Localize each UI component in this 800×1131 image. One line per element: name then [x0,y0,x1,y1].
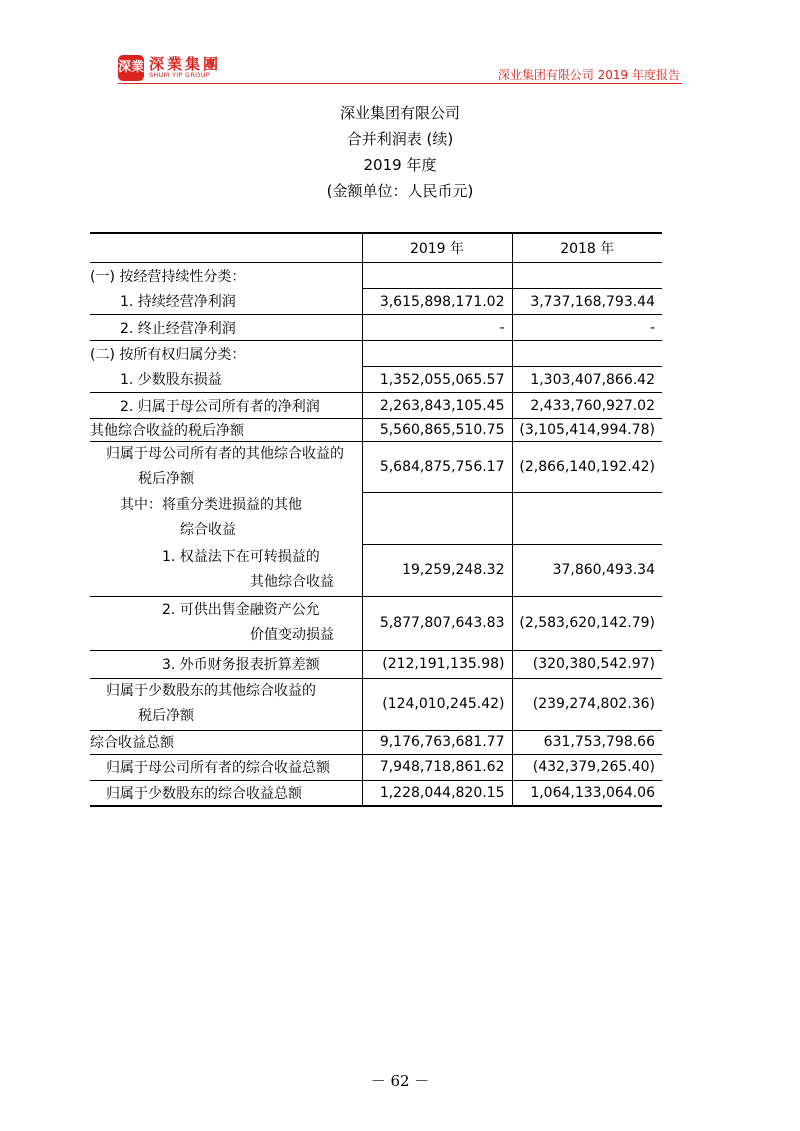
statement-name: 合并利润表 (续) [346,130,454,148]
row-label-line-2: 综合收益 [180,522,236,538]
row-label: (一) 按经营持续性分类： [90,268,246,285]
table-row [90,596,662,650]
table-row [90,341,662,367]
row-label-line-2: 其他综合收益 [250,573,334,590]
table-row [90,678,662,730]
value-2019: 9,176,763,681.77 [362,730,512,754]
value-2018 [512,263,662,289]
report-title: 深业集团有限公司 2019 年度报告 [497,68,680,82]
value-2019: - [362,315,512,341]
row-label: 归属于少数股东的综合收益总额 [90,780,362,806]
value-2019: 5,877,807,643.83 [362,596,512,650]
value-2019: 5,560,865,510.75 [362,419,512,442]
column-header-2018: 2018 年 [512,233,662,263]
value-2018: (2,866,140,192.42) [512,442,662,493]
row-label: 归属于母公司所有者的综合收益总额 [90,754,362,780]
row-label-line-2: 价值变动损益 [250,627,334,643]
value-2019: 7,948,718,861.62 [362,754,512,780]
value-2018 [512,341,662,367]
row-label-line-2: 税后净额 [138,471,194,487]
income-statement-table [90,232,662,807]
company-name: 深业集团有限公司 [339,104,460,122]
value-2018: (239,274,802.36) [512,678,662,730]
row-label-line-2: 税后净额 [138,708,194,724]
row-label: 1. 少数股东损益 [90,367,362,393]
value-2018: 37,860,493.34 [512,544,662,596]
table-row [90,289,662,315]
row-label: 2. 终止经营净利润 [90,315,362,341]
value-2019: 1,228,044,820.15 [362,780,512,806]
table-row [90,754,662,780]
value-2019: 5,684,875,756.17 [362,442,512,493]
table-row [90,544,662,596]
header-label-cell [90,233,362,263]
value-2019: (212,191,135.98) [362,650,512,678]
row-label: 综合收益总额 [90,730,362,754]
row-label [90,492,362,544]
value-2018: (2,583,620,142.79) [512,596,662,650]
value-2018: (320,380,542.97) [512,650,662,678]
row-label: (二) 按所有权归属分类： [90,346,246,363]
value-2019: (124,010,245.42) [362,678,512,730]
row-label: 3. 外币财务报表折算差额 [90,650,362,678]
currency-unit: (金额单位：人民币元) [326,182,474,200]
row-label: 2. 归属于母公司所有者的净利润 [90,393,362,419]
row-label [90,596,362,650]
row-label-line-1: 1. 权益法下在可转损益的 [162,548,320,565]
row-label [90,442,362,493]
value-2018: (432,379,265.40) [512,754,662,780]
value-2019: 2,263,843,105.45 [362,393,512,419]
value-2019: 19,259,248.32 [362,544,512,596]
table-row [90,367,662,393]
logo-english-name: SHUM YIP GROUP [149,71,210,79]
value-2019 [362,492,512,544]
logo-mark: 深業 [118,55,144,81]
logo-chinese-name: 深業集團 [149,55,222,73]
row-label-line-1: 其中：将重分类进损益的其他 [120,497,302,513]
value-2018: 2,433,760,927.02 [512,393,662,419]
row-label-line-1: 2. 可供出售金融资产公允 [162,602,320,618]
statement-titles [0,100,800,204]
table-row [90,650,662,678]
table-header-row [90,233,662,263]
table-row [90,315,662,341]
table-row [90,780,662,806]
page-number: － 62 － [370,1072,430,1090]
row-label: 1. 持续经营净利润 [90,289,362,315]
value-2018: 1,064,133,064.06 [512,780,662,806]
table-row [90,419,662,442]
value-2018: (3,105,414,994.78) [512,419,662,442]
row-label-line-1: 归属于少数股东的其他综合收益的 [106,683,316,699]
table-row [90,393,662,419]
header-divider [118,83,682,84]
value-2018: 1,303,407,866.42 [512,367,662,393]
table-row [90,492,662,544]
row-label [90,544,362,596]
value-2018: 631,753,798.66 [512,730,662,754]
statement-period: 2019 年度 [363,156,437,174]
value-2018: 3,737,168,793.44 [512,289,662,315]
value-2019: 1,352,055,065.57 [362,367,512,393]
table-row [90,442,662,493]
table-row [90,730,662,754]
value-2018 [512,492,662,544]
column-header-2019: 2019 年 [362,233,512,263]
row-label: 其他综合收益的税后净额 [90,419,362,442]
value-2019 [362,341,512,367]
row-label [90,678,362,730]
table-row [90,263,662,289]
value-2018: - [512,315,662,341]
value-2019: 3,615,898,171.02 [362,289,512,315]
value-2019 [362,263,512,289]
row-label-line-1: 归属于母公司所有者的其他综合收益的 [106,446,344,462]
